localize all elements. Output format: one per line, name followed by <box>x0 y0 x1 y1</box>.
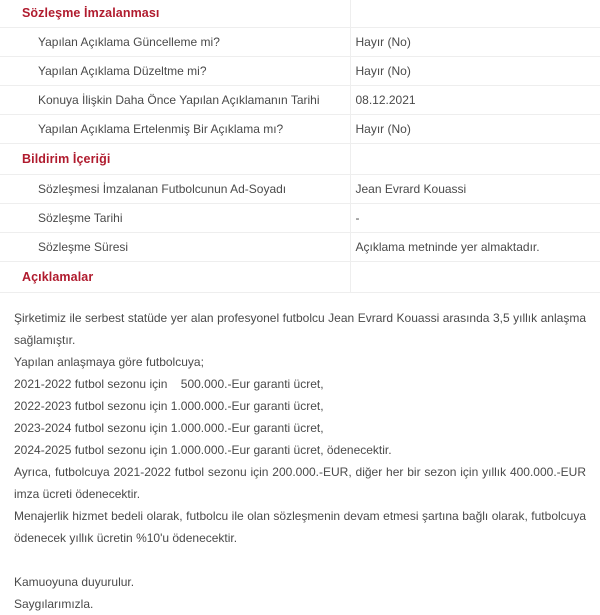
field-value-cell <box>350 233 600 262</box>
section-title-aciklamalar: Açıklamalar <box>0 270 350 285</box>
statement-paragraph: Şirketimiz ile serbest statüde yer alan profesyonel futbolcu Jean Evrard Kouassi arasında 3,5 yıllık anlaşma sağlamıştır. <box>14 307 586 351</box>
field-label-futbolcu-ad-soyad: Sözleşmesi İmzalanan Futbolcunun Ad-Soyadı <box>0 182 350 196</box>
field-value-onceki-aciklama-tarihi: 08.12.2021 <box>351 93 600 107</box>
field-value-sozlesme-tarihi: - <box>351 211 600 225</box>
field-label-onceki-aciklama-tarihi: Konuya İlişkin Daha Önce Yapılan Açıklamanın Tarihi <box>0 93 350 107</box>
section-title-sozlesme-imzalanmasi: Sözleşme İmzalanması <box>0 6 350 21</box>
field-label-ertelenmis-aciklama-mi: Yapılan Açıklama Ertelenmiş Bir Açıklama mı? <box>0 122 350 136</box>
field-label-sozlesme-suresi: Sözleşme Süresi <box>0 240 350 254</box>
field-value-duzeltme-mi: Hayır (No) <box>351 64 600 78</box>
statement-body <box>0 293 600 615</box>
section-header-cell <box>0 262 350 293</box>
table-row <box>0 175 600 204</box>
table-row <box>0 233 600 262</box>
field-value-guncelleme-mi: Hayır (No) <box>351 35 600 49</box>
field-value-cell <box>350 115 600 144</box>
section-header-value-cell <box>350 144 600 175</box>
table-row <box>0 144 600 175</box>
statement-paragraph: Saygılarımızla. <box>14 593 586 615</box>
section-header-cell <box>0 0 350 28</box>
statement-paragraph: 2023-2024 futbol sezonu için 1.000.000.-Eur garanti ücret, <box>14 417 586 439</box>
field-label-cell <box>0 233 350 262</box>
section-header-cell <box>0 144 350 175</box>
table-row <box>0 115 600 144</box>
table-row <box>0 262 600 293</box>
section-header-value-cell <box>350 0 600 28</box>
field-label-guncelleme-mi: Yapılan Açıklama Güncelleme mi? <box>0 35 350 49</box>
table-row <box>0 57 600 86</box>
paragraph-spacer <box>14 549 586 571</box>
field-label-duzeltme-mi: Yapılan Açıklama Düzeltme mi? <box>0 64 350 78</box>
field-label-sozlesme-tarihi: Sözleşme Tarihi <box>0 211 350 225</box>
statement-paragraph: 2022-2023 futbol sezonu için 1.000.000.-Eur garanti ücret, <box>14 395 586 417</box>
field-value-cell <box>350 86 600 115</box>
section-title-bildirim-icerigi: Bildirim İçeriği <box>0 152 350 167</box>
field-label-cell <box>0 115 350 144</box>
field-value-cell <box>350 28 600 57</box>
field-value-cell <box>350 175 600 204</box>
section-header-value-cell <box>350 262 600 293</box>
disclosure-table-body <box>0 0 600 293</box>
field-label-cell <box>0 57 350 86</box>
field-label-cell <box>0 204 350 233</box>
statement-paragraph: Ayrıca, futbolcuya 2021-2022 futbol sezonu için 200.000.-EUR, diğer her bir sezon için yıllık 400.000.-EUR imza ücreti ödenecektir. <box>14 461 586 505</box>
field-value-cell <box>350 204 600 233</box>
statement-paragraph: Kamuoyuna duyurulur. <box>14 571 586 593</box>
disclosure-table <box>0 0 600 293</box>
field-value-sozlesme-suresi: Açıklama metninde yer almaktadır. <box>351 240 600 254</box>
table-row <box>0 0 600 28</box>
table-row <box>0 204 600 233</box>
field-label-cell <box>0 86 350 115</box>
field-value-ertelenmis-aciklama-mi: Hayır (No) <box>351 122 600 136</box>
table-row <box>0 86 600 115</box>
field-label-cell <box>0 175 350 204</box>
field-value-cell <box>350 57 600 86</box>
statement-paragraph: Menajerlik hizmet bedeli olarak, futbolcu ile olan sözleşmenin devam etmesi şartına bağlı olarak, futbolcuya ödenecek yıllık ücretin %10'u ödenecektir. <box>14 505 586 549</box>
field-value-futbolcu-ad-soyad: Jean Evrard Kouassi <box>351 182 600 196</box>
statement-paragraph: Yapılan anlaşmaya göre futbolcuya; <box>14 351 586 373</box>
statement-paragraph: 2021-2022 futbol sezonu için 500.000.-Eur garanti ücret, <box>14 373 586 395</box>
statement-paragraph: 2024-2025 futbol sezonu için 1.000.000.-Eur garanti ücret, ödenecektir. <box>14 439 586 461</box>
table-row <box>0 28 600 57</box>
field-label-cell <box>0 28 350 57</box>
